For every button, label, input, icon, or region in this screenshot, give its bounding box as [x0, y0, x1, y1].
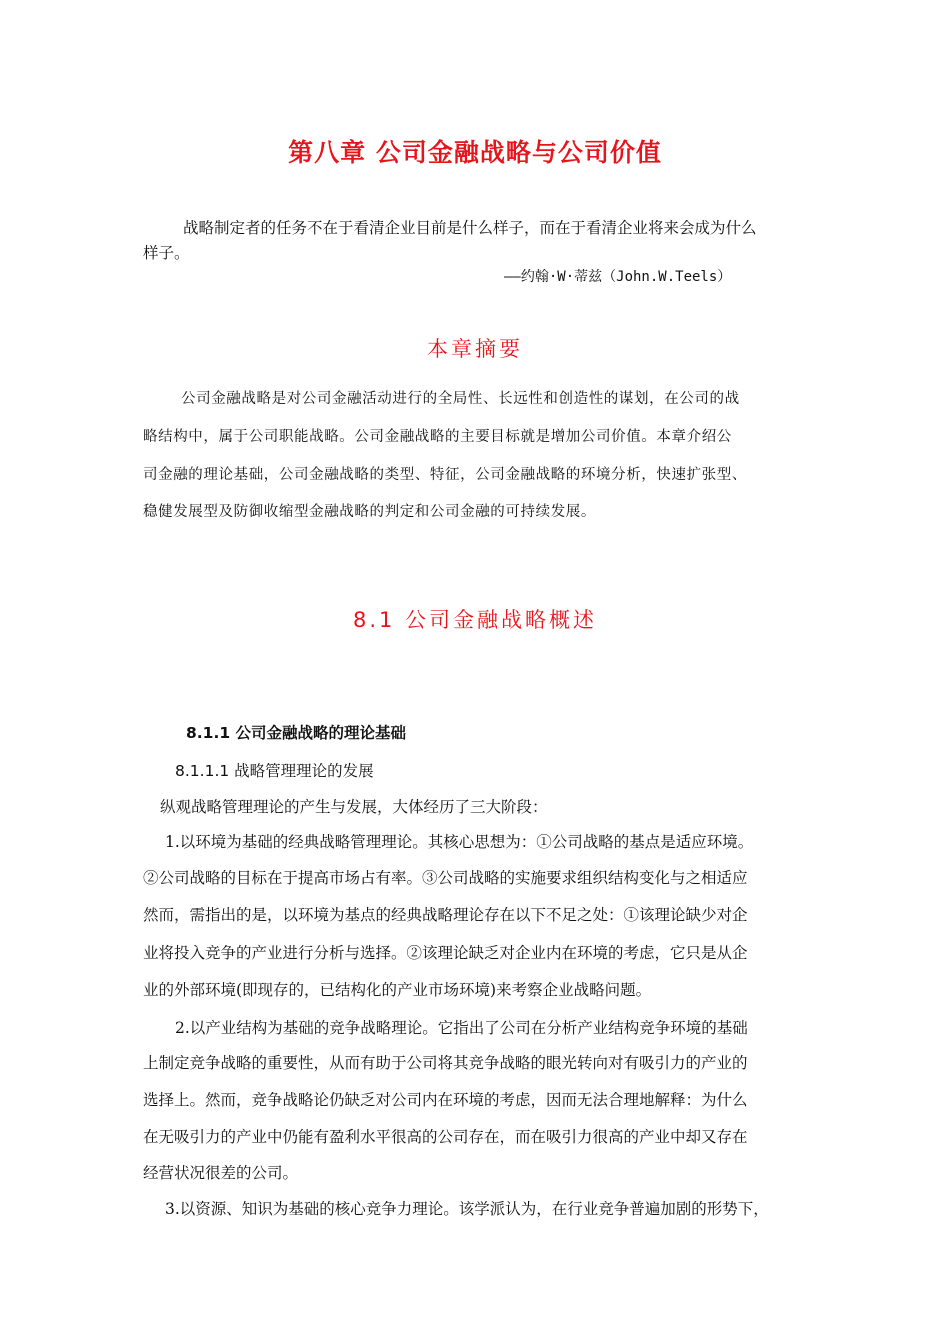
chapter-title: 第八章 公司金融战略与公司价值: [288, 138, 662, 167]
body-line: 业的外部环境(即现存的，已结构化的产业市场环境)来考察企业战略问题。: [143, 981, 652, 999]
body-line: 3.以资源、知识为基础的核心竞争力理论。该学派认为，在行业竞争普遍加剧的形势下，: [165, 1200, 769, 1218]
body-line: 然而，需指出的是，以环境为基点的经典战略理论存在以下不足之处：①该理论缺少对企: [143, 906, 748, 924]
body-line: 2.以产业结构为基础的竞争战略理论。它指出了公司在分析产业结构竞争环境的基础: [175, 1019, 748, 1037]
summary-line: 司金融的理论基础，公司金融战略的类型、特征，公司金融战略的环境分析，快速扩张型、: [143, 467, 747, 483]
body-line: 经营状况很差的公司。: [143, 1164, 299, 1182]
summary-line: 略结构中，属于公司职能战略。公司金融战略的主要目标就是增加公司价值。本章介绍公: [143, 429, 732, 445]
epigraph-line-2: 样子。: [143, 244, 190, 262]
body-line: 选择上。然而，竞争战略论仍缺乏对公司内在环境的考虑，因而无法合理地解释：为什么: [143, 1091, 748, 1109]
body-line: 业将投入竞争的产业进行分析与选择。②该理论缺乏对企业内在环境的考虑，它只是从企: [143, 944, 748, 962]
body-line: ②公司战略的目标在于提高市场占有率。③公司战略的实施要求组织结构变化与之相适应: [143, 869, 748, 887]
summary-line: 稳健发展型及防御收缩型金融战略的判定和公司金融的可持续发展。: [143, 504, 596, 520]
section-title: 8.1 公司金融战略概述: [352, 608, 598, 632]
epigraph-line-1: 战略制定者的任务不在于看清企业目前是什么样子，而在于看清企业将来会成为什么: [183, 219, 757, 237]
summary-line: 公司金融战略是对公司金融活动进行的全局性、长远性和创造性的谋划，在公司的战: [181, 391, 740, 407]
body-line: 在无吸引力的产业中仍能有盈利水平很高的公司存在，而在吸引力很高的产业中却又存在: [143, 1128, 748, 1146]
summary-title: 本章摘要: [427, 337, 523, 361]
epigraph-attribution: ——约翰·W·蒂兹（John.W.Teels）: [504, 269, 732, 285]
subsection-title: 8.1.1 公司金融战略的理论基础: [186, 724, 407, 742]
body-line: 纵观战略管理理论的产生与发展，大体经历了三大阶段：: [160, 798, 548, 816]
subsubsection-title: 8.1.1.1 战略管理理论的发展: [175, 762, 374, 780]
body-line: 上制定竞争战略的重要性，从而有助于公司将其竞争战略的眼光转向对有吸引力的产业的: [143, 1054, 748, 1072]
body-line: 1.以环境为基础的经典战略管理理论。其核心思想为：①公司战略的基点是适应环境。: [165, 833, 754, 851]
